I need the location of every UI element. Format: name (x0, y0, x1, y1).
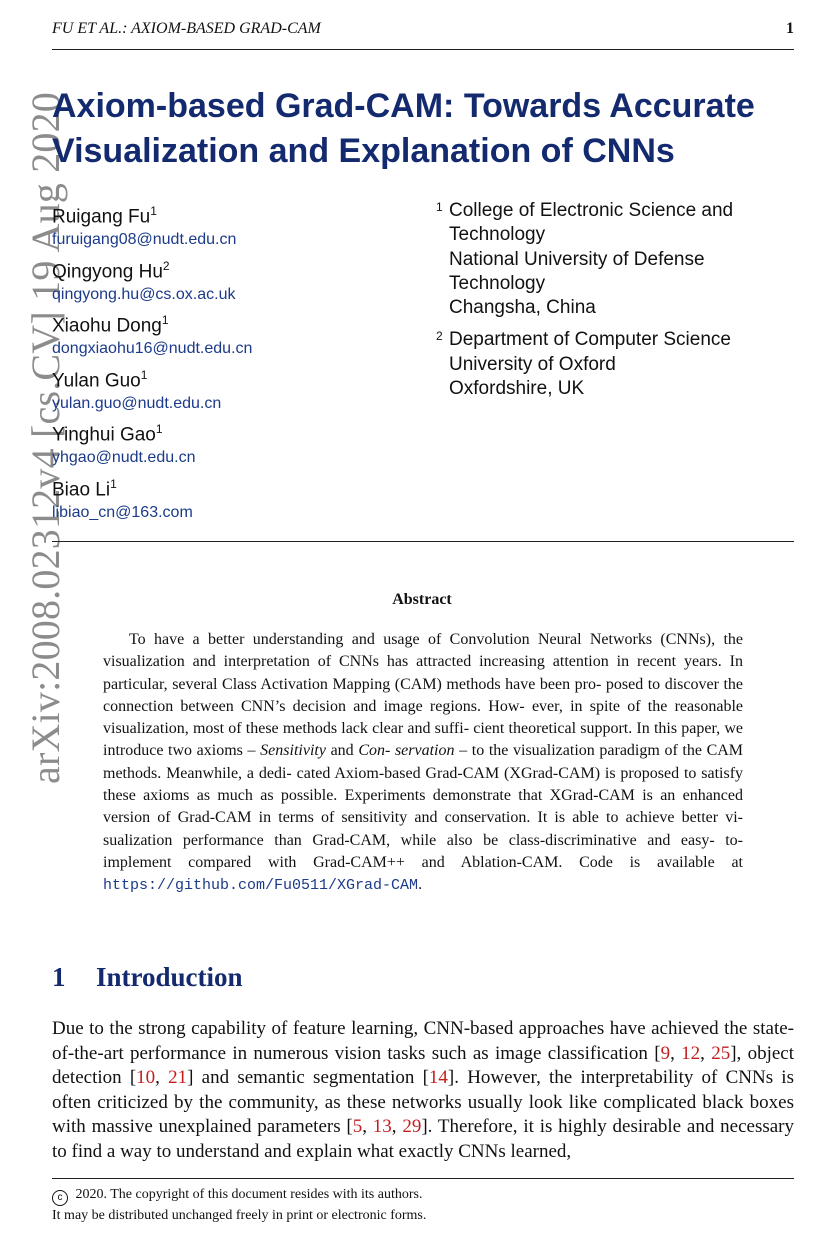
body-text: ] and semantic segmentation [ (187, 1067, 429, 1089)
affiliation-line: Technology (449, 224, 546, 246)
citation-link[interactable]: 21 (168, 1067, 188, 1089)
body-text: , (155, 1067, 169, 1089)
abstract-line: cient theoretical support. In this paper, we introduce two axioms – (103, 720, 744, 760)
affiliation-line: Changsha, China (449, 297, 596, 319)
citation-link[interactable]: 12 (681, 1042, 701, 1064)
author-block-rule (52, 541, 794, 542)
affiliation (436, 199, 796, 320)
affiliation-line: Oxfordshire, UK (449, 378, 585, 400)
copyright-icon: c (52, 1190, 68, 1206)
author-list (52, 199, 432, 526)
affiliation-list (436, 199, 796, 409)
affiliation-mark: 1 (436, 200, 443, 214)
author-email[interactable]: furuigang08@nudt.edu.cn (52, 231, 237, 249)
body-text: , (670, 1042, 682, 1064)
author-affiliation-mark: 1 (140, 367, 148, 382)
author-name: Yinghui Gao (52, 424, 156, 446)
term-conservation-part: Con- (358, 742, 391, 760)
running-header-title: FU ET AL.: AXIOM-BASED GRAD-CAM (52, 20, 321, 37)
citation-link[interactable]: 10 (136, 1067, 156, 1089)
paper-title (52, 84, 792, 174)
abstract-line: much as possible. Experiments demonstrate that XGrad-CAM is an enhanced version (103, 787, 744, 827)
abstract-line: years. In particular, several Class Activation Mapping (CAM) methods have been pro- (103, 653, 743, 693)
body-text: , (700, 1042, 712, 1064)
footer-rule (52, 1178, 794, 1179)
author-email[interactable]: dongxiaohu16@nudt.edu.cn (52, 340, 253, 358)
abstract-line: to-implement compared with Grad-CAM++ and Ablation-CAM. Code is available at (103, 831, 744, 871)
abstract-line: . (418, 876, 423, 894)
title-line: Axiom-based Grad-CAM: Towards Accurate (52, 87, 755, 125)
term-sensitivity: Sensitivity (260, 742, 326, 760)
author-affiliation-mark: 2 (162, 258, 170, 273)
author-email[interactable]: libiao_cn@163.com (52, 503, 193, 521)
distribution-line: It may be distributed unchanged freely in print or electronic forms. (52, 1208, 427, 1223)
author-email[interactable]: qingyong.hu@cs.ox.ac.uk (52, 285, 236, 303)
author (52, 254, 432, 309)
abstract-text (103, 629, 743, 898)
body-text: ], object detection [ (52, 1042, 795, 1089)
abstract-line: the visualization and interpretation of CNNs has attracted increasing attention in recent (103, 631, 744, 671)
arxiv-identifier: arXiv:2008.02312v4 [cs.CV] 19 Aug 2020 (23, 92, 68, 784)
affiliation-mark: 2 (436, 329, 443, 344)
author (52, 472, 432, 527)
body-text: Due to the strong capability of feature learning, CNN-based approaches have achieved the state-of-the-art performance in numerous vision tasks such as image classification [ (52, 1018, 794, 1064)
abstract-line: To have a better understanding and usage of Convolution Neural Networks (CNNs), (129, 631, 716, 648)
running-header (52, 20, 794, 44)
term-conservation-part: servation (394, 742, 455, 760)
abstract-line: posed to discover the connection between CNN’s decision and image regions. How- (103, 675, 744, 715)
author (52, 417, 432, 472)
affiliation-line: Technology (449, 272, 546, 294)
abstract-line: ever, in spite of the reasonable visualization, most of these methods lack clear and suffi- (103, 697, 743, 738)
affiliation-line: College of Electronic Science and (449, 200, 734, 221)
citation-link[interactable]: 13 (372, 1116, 392, 1138)
page-number: 1 (786, 20, 794, 37)
author-name: Yulan Guo (52, 369, 141, 391)
abstract-heading: Abstract (392, 591, 452, 608)
author (52, 363, 432, 418)
author-affiliation-mark: 1 (150, 204, 157, 218)
section-number: 1 (52, 962, 66, 992)
author-affiliation-mark: 1 (155, 422, 163, 436)
author-email[interactable]: yulan.guo@nudt.edu.cn (52, 394, 222, 412)
abstract-line: of Grad-CAM in terms of sensitivity and conservation. It is able to achieve better vi- (157, 809, 743, 827)
citation-link[interactable]: 29 (402, 1116, 422, 1138)
abstract-line: cated Axiom-based Grad-CAM (XGrad-CAM) is proposed to satisfy these axioms as (103, 764, 744, 805)
body-text: , (391, 1116, 403, 1138)
citation-link[interactable]: 9 (660, 1042, 671, 1064)
abstract-line: – to the visualization paradigm of the CAM methods. Meanwhile, a dedi- (103, 742, 744, 782)
code-link[interactable]: https://github.com/Fu0511/XGrad-CAM (103, 877, 419, 895)
abstract-line: and (325, 742, 359, 760)
affiliation-line: Department of Computer Science (449, 329, 731, 351)
author-name: Biao Li (52, 478, 111, 500)
header-rule (52, 49, 794, 50)
citation-link[interactable]: 5 (352, 1116, 363, 1138)
author-name: Xiaohu Dong (52, 315, 162, 337)
citation-link[interactable]: 25 (711, 1042, 731, 1064)
author-affiliation-mark: 1 (110, 476, 117, 491)
body-text: , (362, 1116, 373, 1138)
citation-link[interactable]: 14 (428, 1067, 448, 1089)
author-email[interactable]: yhgao@nudt.edu.cn (52, 449, 196, 467)
author-affiliation-mark: 1 (161, 313, 169, 327)
affiliation-line: National University of Defense (449, 248, 705, 270)
affiliation-line: University of Oxford (449, 353, 616, 375)
copyright-line: 2020. The copyright of this document resides with its authors. (72, 1187, 423, 1202)
introduction-text (52, 1017, 794, 1165)
section-title: Introduction (96, 962, 243, 992)
affiliation (436, 328, 796, 401)
author (52, 308, 432, 363)
section-heading-introduction (52, 962, 243, 993)
body-text: ]. However, the interpretability of CNNs is often criticized by the community, as these networks usually look like complicated black boxes with massive unexplained parameters [ (52, 1067, 794, 1138)
abstract-line: sualization performance than Grad-CAM, while also be class-discriminative and easy- (103, 831, 715, 849)
author (52, 199, 432, 254)
title-line: Visualization and Explanation of CNNs (52, 132, 675, 170)
copyright-footer (52, 1185, 794, 1226)
author-name: Ruigang Fu (52, 206, 151, 228)
body-text: ]. Therefore, it is highly desirable and necessary to find a way to understand and explain what exactly CNNs learned, (52, 1116, 795, 1162)
author-name: Qingyong Hu (52, 260, 163, 282)
